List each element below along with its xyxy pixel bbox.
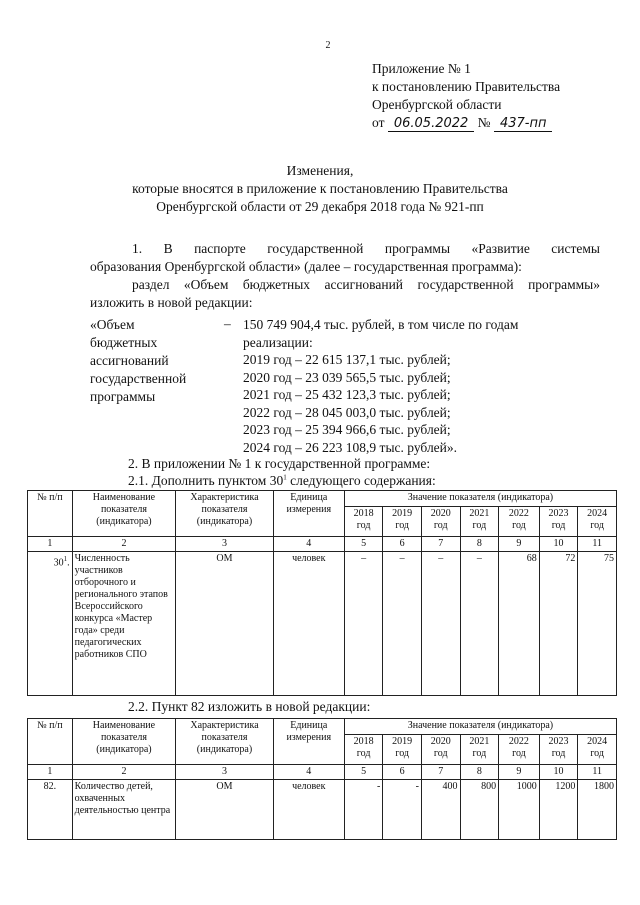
header-unit: Единица измерения (273, 491, 344, 537)
row-num: 82. (28, 780, 73, 840)
row-value-2020: – (421, 552, 460, 696)
paragraph-2 (90, 276, 600, 311)
budget-line: 150 749 904,4 тыс. рублей, в том числе по годам (243, 317, 519, 332)
row-unit: человек (273, 780, 344, 840)
subitem-2-2: 2.2. Пункт 82 изложить в новой редакции: (128, 699, 371, 714)
subitem-2-1-after: следующего содержания: (286, 473, 436, 488)
row-value-2021: – (460, 552, 499, 696)
page-number: 2 (325, 40, 331, 51)
col-number: 6 (383, 765, 422, 780)
table-row (28, 552, 617, 696)
appendix-line-1: Приложение № 1 (372, 61, 471, 76)
col-number: 7 (421, 537, 460, 552)
col-number: 8 (460, 765, 499, 780)
row-value-2021: 800 (460, 780, 499, 840)
row-num: $30^1$. (28, 552, 73, 696)
title-line-2: которые вносятся в приложение к постановлению Правительства (132, 181, 508, 196)
col-number: 5 (344, 765, 383, 780)
col-number: 10 (539, 537, 578, 552)
budget-line: 2024 год – 26 223 108,9 тыс. рублей». (243, 439, 458, 455)
header-year: 2022 год (499, 735, 540, 765)
document-title (0, 162, 640, 216)
row-name: Количество детей, охваченных деятельностью центра (72, 780, 176, 840)
row-characteristic: ОМ (176, 780, 273, 840)
header-year: 2021 год (460, 735, 499, 765)
row-value-2020: 400 (421, 780, 460, 840)
number-prefix: № (477, 115, 491, 130)
header-name: Наименование показателя (индикатора) (72, 719, 176, 765)
title-line-1: Изменения, (286, 163, 354, 178)
col-number: 9 (499, 537, 540, 552)
col-number: 7 (421, 765, 460, 780)
header-year: 2018 год (344, 507, 383, 537)
header-year: 2023 год (539, 507, 578, 537)
budget-line: 2022 год – 28 045 003,0 тыс. рублей; (243, 404, 451, 420)
subitem-2-1-sup: 1 (283, 473, 287, 482)
col-number: 4 (273, 765, 344, 780)
number-handwritten: 437-пп (494, 116, 553, 132)
paragraph-1-line-1: 1. В паспорте государственной программы «Развитие системы (132, 241, 600, 256)
title-line-3: Оренбургской области от 29 декабря 2018 года № 921-пп (156, 199, 484, 214)
budget-label-line: ассигнований (90, 353, 169, 368)
col-number: 2 (72, 537, 176, 552)
row-value-2024: 75 (578, 552, 617, 696)
paragraph-1 (90, 240, 600, 275)
header-characteristic: Характеристика показателя (индикатора) (176, 491, 273, 537)
header-year: 2023 год (539, 735, 578, 765)
header-unit: Единица измерения (273, 719, 344, 765)
budget-label (90, 316, 220, 406)
budget-label-line: бюджетных (90, 335, 158, 350)
header-name: Наименование показателя (индикатора) (72, 491, 176, 537)
paragraph-2-line-1: раздел «Объем бюджетных ассигнований государственной программы» (132, 277, 600, 292)
budget-label-line: государственной (90, 371, 187, 386)
subitem-2-1-before: 2.1. Дополнить пунктом 30 (128, 473, 284, 488)
col-number: 4 (273, 537, 344, 552)
header-year: 2020 год (421, 735, 460, 765)
header-year: 2019 год (383, 735, 422, 765)
header-value: Значение показателя (индикатора) (344, 719, 616, 735)
appendix-line-2: к постановлению Правительства (372, 79, 561, 94)
header-year: 2020 год (421, 507, 460, 537)
appendix-date-line (372, 114, 560, 133)
header-num: № п/п (28, 491, 73, 537)
header-characteristic: Характеристика показателя (индикатора) (176, 719, 273, 765)
header-value: Значение показателя (индикатора) (344, 491, 616, 507)
appendix-line-3: Оренбургской области (372, 97, 502, 112)
budget-line: 2019 год – 22 615 137,1 тыс. рублей; (243, 352, 451, 367)
paragraph-1-line-2: образования Оренбургской области» (далее – государственная программа): (90, 258, 522, 274)
budget-line: 2023 год – 25 394 966,6 тыс. рублей; (243, 422, 451, 437)
col-number: 8 (460, 537, 499, 552)
row-value-2023: 1200 (539, 780, 578, 840)
col-number: 2 (72, 765, 176, 780)
row-value-2019: – (383, 552, 422, 696)
budget-line: 2021 год – 25 432 123,3 тыс. рублей; (243, 387, 451, 402)
col-number: 3 (176, 765, 273, 780)
budget-line: 2020 год – 23 039 565,5 тыс. рублей; (243, 369, 451, 385)
appendix-header (372, 60, 560, 133)
row-characteristic: ОМ (176, 552, 273, 696)
col-number: 1 (28, 765, 73, 780)
row-value-2022: 68 (499, 552, 540, 696)
header-year: 2024 год (578, 735, 617, 765)
budget-values (243, 316, 583, 456)
budget-dash: – (224, 316, 231, 331)
date-prefix: от (372, 115, 385, 130)
subitem-2-1 (128, 473, 436, 489)
date-handwritten: 06.05.2022 (388, 116, 474, 132)
col-number: 10 (539, 765, 578, 780)
col-number: 3 (176, 537, 273, 552)
budget-line: реализации: (243, 334, 313, 350)
table-row (28, 780, 617, 840)
col-number: 1 (28, 537, 73, 552)
row-value-2019: - (383, 780, 422, 840)
budget-label-line: программы (90, 389, 156, 404)
budget-label-line: «Объем (90, 317, 135, 332)
indicator-table-1 (27, 490, 617, 696)
row-value-2022: 1000 (499, 780, 540, 840)
paragraph-2-line-2: изложить в новой редакции: (90, 294, 253, 310)
indicator-table-2 (27, 718, 617, 840)
header-year: 2019 год (383, 507, 422, 537)
row-value-2024: 1800 (578, 780, 617, 840)
header-year: 2018 год (344, 735, 383, 765)
row-value-2023: 72 (539, 552, 578, 696)
col-number: 5 (344, 537, 383, 552)
item-2: 2. В приложении № 1 к государственной программе: (128, 456, 431, 471)
header-num: № п/п (28, 719, 73, 765)
col-number: 6 (383, 537, 422, 552)
row-name: Численность участников отборочного и регионального этапов Всероссийского конкурса «Мастер года» среди педагогических работников СПО (72, 552, 176, 696)
col-number: 11 (578, 765, 617, 780)
col-number: 11 (578, 537, 617, 552)
col-number: 9 (499, 765, 540, 780)
row-unit: человек (273, 552, 344, 696)
header-year: 2021 год (460, 507, 499, 537)
row-value-2018: - (344, 780, 383, 840)
row-value-2018: – (344, 552, 383, 696)
header-year: 2022 год (499, 507, 540, 537)
header-year: 2024 год (578, 507, 617, 537)
